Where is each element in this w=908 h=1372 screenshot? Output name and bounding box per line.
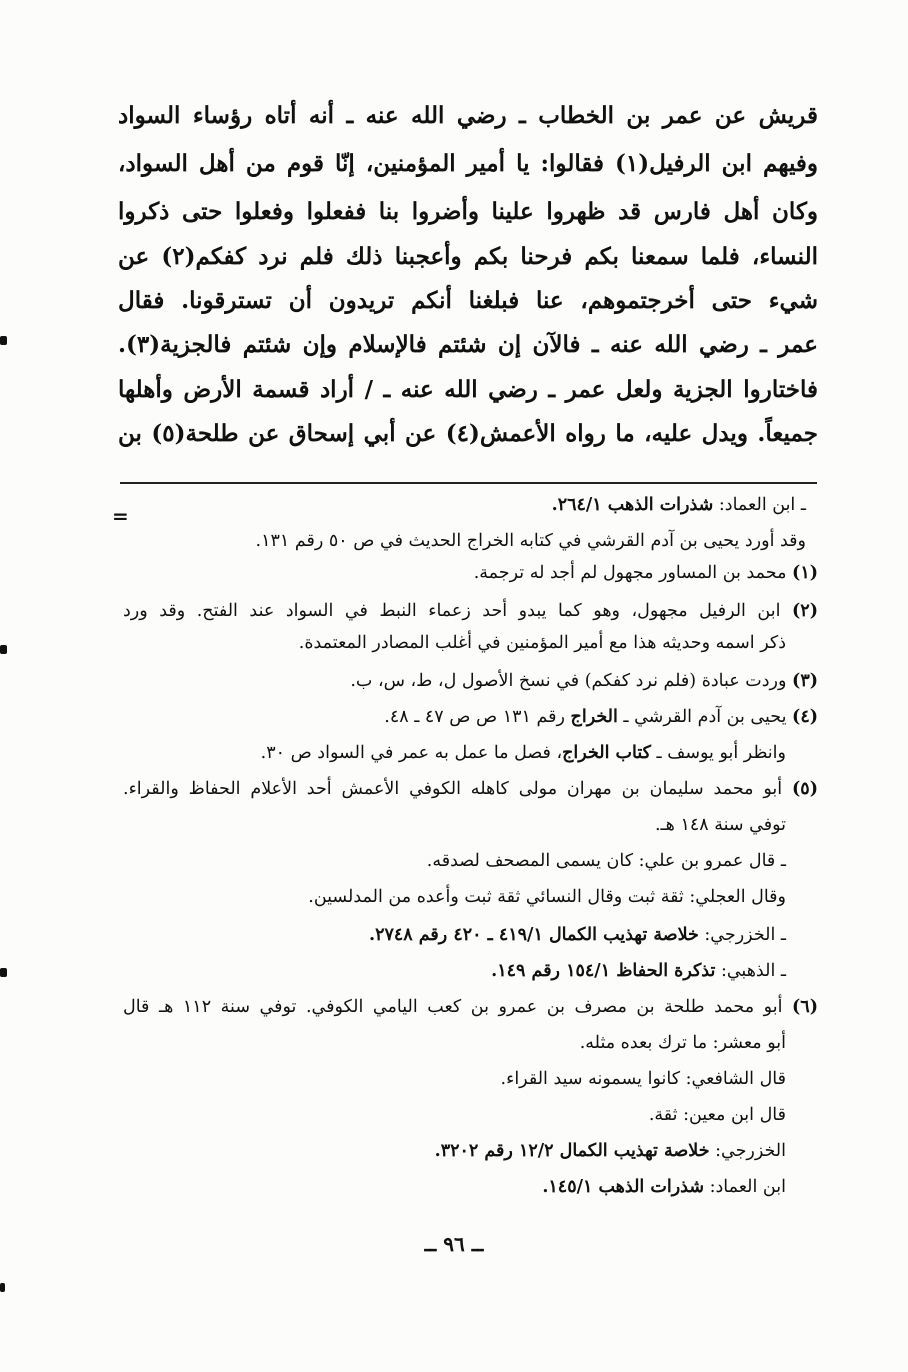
footnote-number: (٥)	[792, 779, 818, 799]
footnote-6-line-6: ابن العماد: شذرات الذهب ١٤٥/١.	[542, 1177, 786, 1197]
footnote-5-line-6: ـ الذهبي: تذكرة الحفاظ ١٥٤/١ رقم ١٤٩.	[491, 961, 786, 981]
main-text-line-6: عمر ـ رضي الله عنه ـ فالآن إن شئتم فالإسلام وإن شئتم فالجزية(٣).	[118, 331, 818, 358]
footnote-5-line-1: (٥) أبو محمد سليمان بن مهران مولى كاهله الكوفي الأعمش أحد الأعلام الحفاظ والقراء.	[123, 779, 818, 799]
footnote-4-line-2: وانظر أبو يوسف ـ كتاب الخراج، فصل ما عمل به عمر في السواد ص ٣٠.	[260, 743, 786, 763]
scan-speck	[0, 1283, 5, 1292]
footnote-6-line-1: (٦) أبو محمد طلحة بن مصرف بن عمرو بن كعب اليامي الكوفي. توفي سنة ١١٢ هـ قال	[123, 997, 818, 1017]
footnote-6-line-5: الخزرجي: خلاصة تهذيب الكمال ١٢/٢ رقم ٣٢٠٢.	[434, 1141, 786, 1161]
scan-speck	[0, 645, 7, 654]
footnote-number: (٦)	[792, 997, 818, 1017]
main-text-line-1: قريش عن عمر بن الخطاب ـ رضي الله عنه ـ أنه أتاه رؤساء السواد	[118, 102, 818, 129]
footnote-2-line-2: ذكر اسمه وحديثه هذا مع أمير المؤمنين في أغلب المصادر المعتمدة.	[298, 633, 786, 653]
footnote-2-line-1: (٢) ابن الرفيل مجهول، وهو كما يبدو أحد زعماء النبط في السواد عند الفتح. وقد ورد	[123, 601, 818, 621]
footnote-5-line-2: توفي سنة ١٤٨ هـ.	[654, 815, 786, 835]
footnote-number: (٣)	[792, 671, 818, 691]
footnote-cont-line-1: ـ ابن العماد: شذرات الذهب ٢٦٤/١.	[551, 495, 806, 515]
footnote-cont-line-2: وقد أورد يحيى بن آدم القرشي في كتابه الخراج الحديث في ص ٥٠ رقم ١٣١.	[255, 531, 806, 551]
scan-speck	[0, 336, 7, 345]
main-text-line-3: وكان أهل فارس قد ظهروا علينا وأضروا بنا ففعلوا وفعلوا حتى ذكروا	[118, 198, 818, 225]
footnote-number: (٢)	[792, 601, 818, 621]
footnote-1: (١) محمد بن المساور مجهول لم أجد له ترجمة.	[473, 563, 818, 583]
main-text-line-4: النساء، فلما سمعنا بكم فرحنا بكم وأعجبنا ذلك فلم نرد كفكم(٢) عن	[118, 243, 818, 270]
footnote-6-line-4: قال ابن معين: ثقة.	[648, 1105, 786, 1125]
page-number: ــ ٩٦ ــ	[424, 1232, 484, 1256]
scan-speck	[0, 968, 7, 977]
footnote-number: (٤)	[792, 707, 818, 727]
main-text-line-2: وفيهم ابن الرفيل(١) فقالوا: يا أمير المؤمنين، إنّا قوم من أهل السواد،	[118, 150, 818, 177]
main-text-line-7: فاختاروا الجزية ولعل عمر ـ رضي الله عنه ـ / أراد قسمة الأرض وأهلها	[118, 376, 818, 403]
footnote-5-line-3: ـ قال عمرو بن علي: كان يسمى المصحف لصدقه.	[426, 851, 786, 871]
footnote-separator	[120, 482, 817, 484]
footnote-4: (٤) يحيى بن آدم القرشي ـ الخراج رقم ١٣١ ص ص ٤٧ ـ ٤٨.	[384, 707, 818, 727]
footnote-5-line-5: ـ الخزرجي: خلاصة تهذيب الكمال ٤١٩/١ ـ ٤٢٠ رقم ٢٧٤٨.	[368, 925, 786, 945]
main-text-line-8: جميعاً. ويدل عليه، ما رواه الأعمش(٤) عن أبي إسحاق عن طلحة(٥) بن	[118, 420, 818, 447]
footnote-6-line-2: أبو معشر: ما ترك بعده مثله.	[579, 1033, 786, 1053]
footnote-number: (١)	[792, 563, 818, 583]
footnote-5-line-4: وقال العجلي: ثقة ثبت وقال النسائي ثقة ثبت وأعده من المدلسين.	[308, 887, 786, 907]
footnote-6-line-3: قال الشافعي: كانوا يسمونه سيد القراء.	[500, 1069, 786, 1089]
main-text-line-5: شيء حتى أخرجتموهم، عنا فبلغنا أنكم تريدون أن تسترقونا. فقال	[118, 287, 818, 314]
footnote-3: (٣) وردت عبادة (فلم نرد كفكم) في نسخ الأصول ل، ط، س، ب.	[350, 671, 818, 691]
continuation-mark: =	[112, 504, 129, 528]
